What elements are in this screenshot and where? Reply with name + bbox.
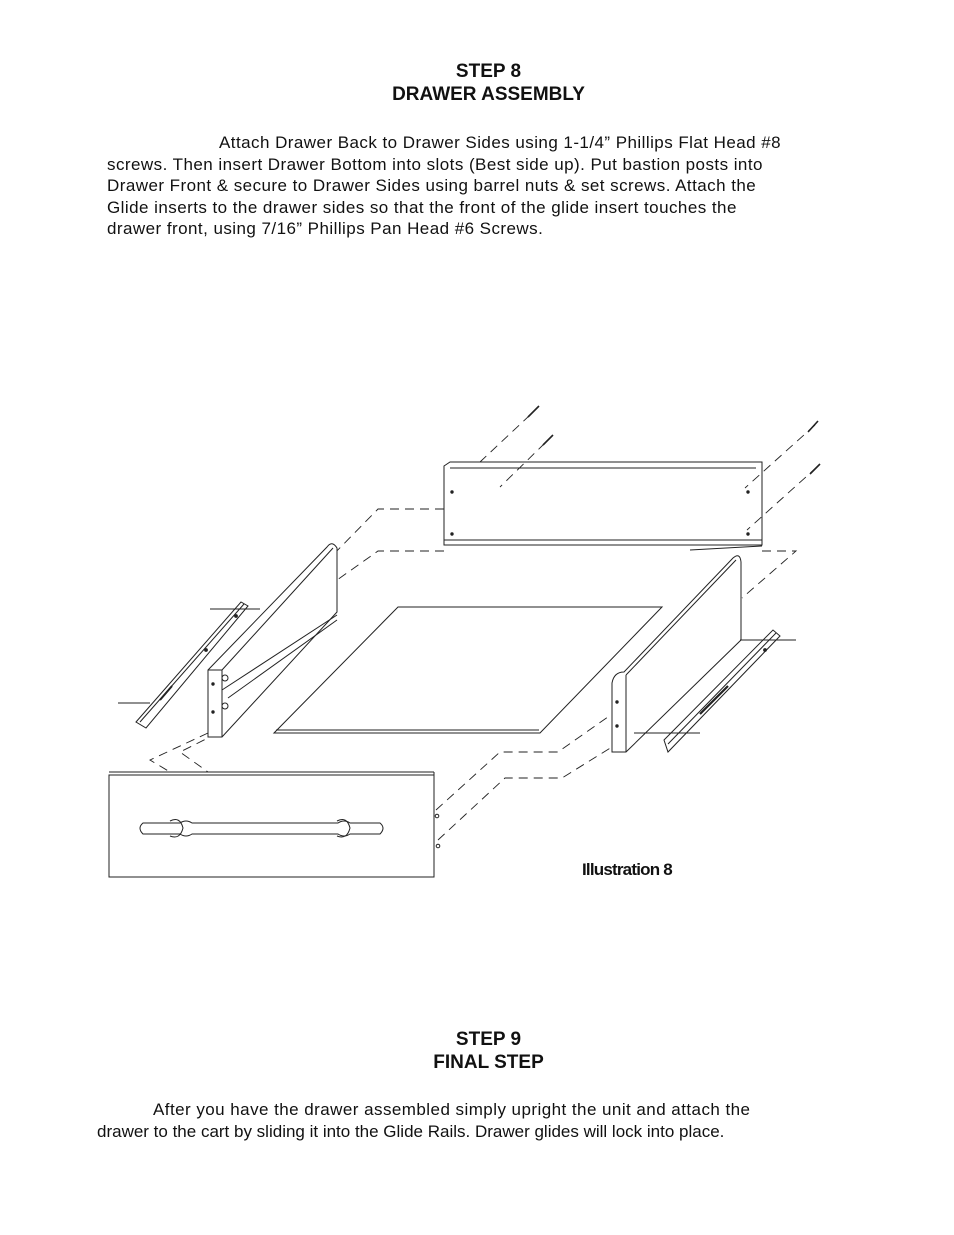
step8-subtitle: DRAWER ASSEMBLY [392, 84, 585, 105]
drawer-assembly-illustration [0, 390, 954, 890]
step9-instructions [97, 1099, 750, 1142]
drawer-side-right [612, 556, 741, 752]
step8-line-2: screws. Then insert Drawer Bottom into slots (Best side up). Put bastion posts into [107, 154, 763, 174]
step9-title: STEP 9 [455, 1029, 522, 1050]
step8-instructions [107, 132, 781, 240]
step9-line-2: drawer to the cart by sliding it into the Glide Rails. Drawer glides will lock into place. [97, 1121, 725, 1141]
drawer-bottom [274, 607, 662, 733]
step9-subtitle: FINAL STEP [433, 1052, 544, 1073]
illustration-caption: Illustration 8 [582, 860, 672, 879]
step8-line-3: Drawer Front & secure to Drawer Sides using barrel nuts & set screws. Attach the [107, 176, 757, 195]
step9-line-1: After you have the drawer assembled simply upright the unit and attach the [153, 1100, 751, 1119]
step8-line-4: Glide inserts to the drawer sides so that the front of the glide insert touches the [107, 197, 737, 217]
step8-title: STEP 8 [455, 61, 522, 82]
drawer-back [444, 462, 762, 550]
step8-line-1: Attach Drawer Back to Drawer Sides using 1-1/4” Phillips Flat Head #8 [219, 133, 782, 152]
step8-line-5: drawer front, using 7/16” Phillips Pan Head #6 Screws. [107, 219, 544, 238]
